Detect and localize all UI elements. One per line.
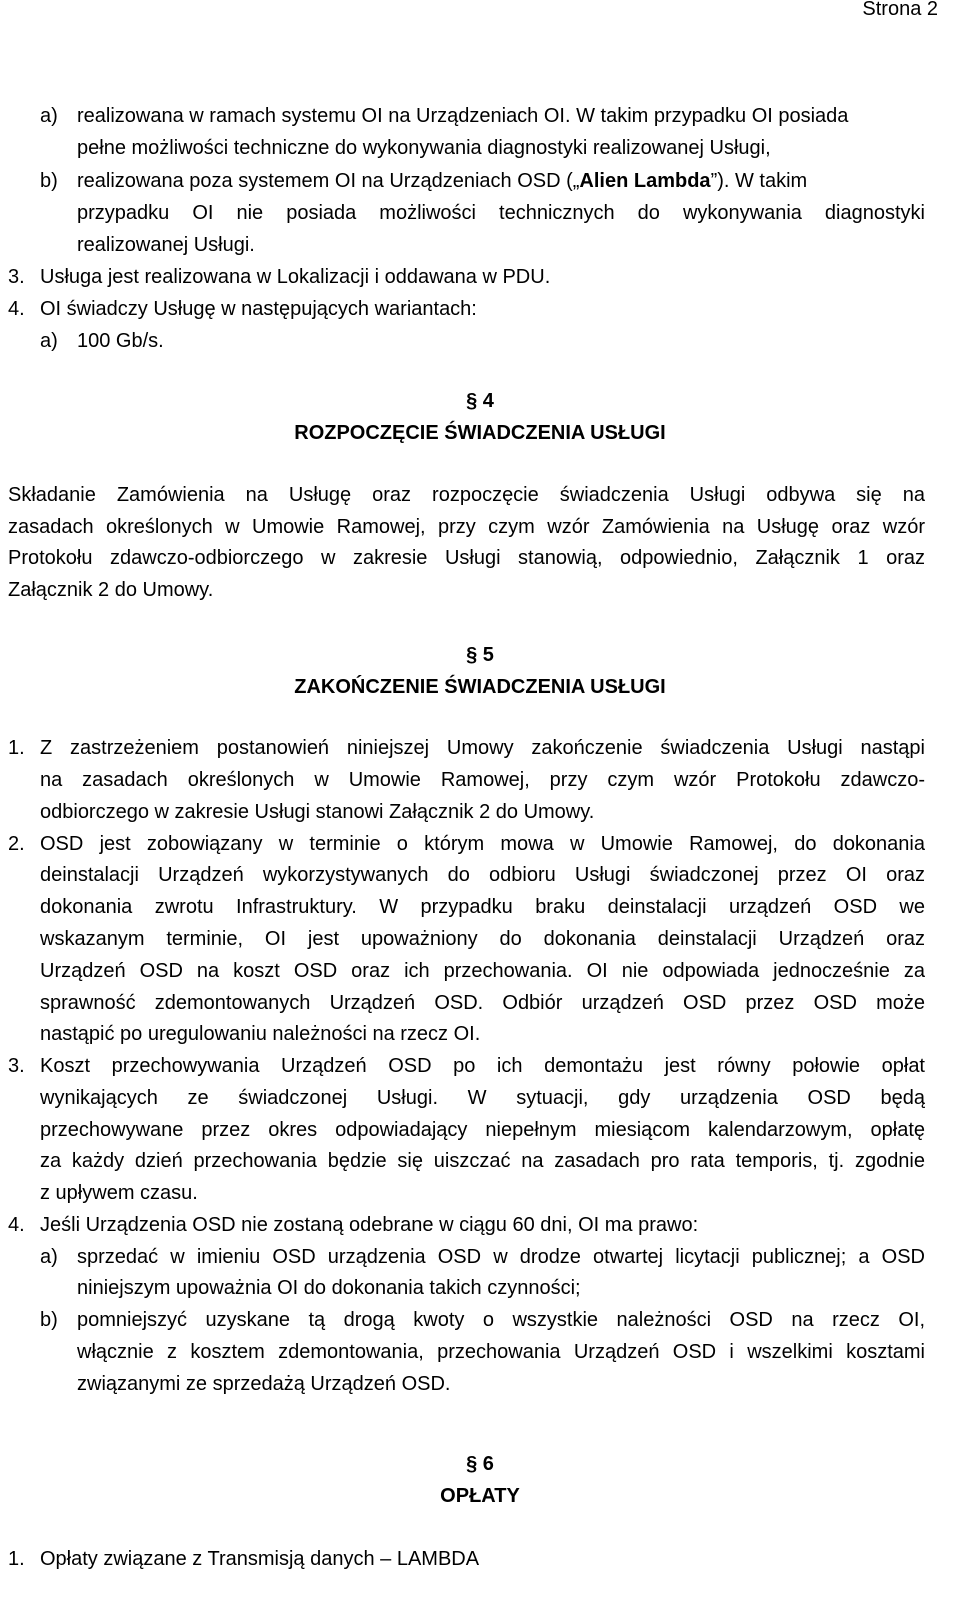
list-item-text: pełne możliwości techniczne do wykonywania diagnostyki realizowanej Usługi,	[77, 137, 771, 159]
section-symbol: § 4	[466, 390, 494, 412]
list-item-text: niniejszym upoważnia OI do dokonania takich czynności;	[77, 1277, 581, 1299]
list-item-text: pomniejszyć uzyskane tą drogą kwoty o wszystkie należności OSD na rzecz OI,	[77, 1309, 925, 1331]
section-symbol: § 6	[466, 1453, 494, 1475]
section-symbol: § 5	[466, 644, 494, 666]
bold-term: Alien Lambda	[579, 170, 711, 192]
list-item-text: wskazanym terminie, OI jest upoważniony do dokonania deinstalacji Urządzeń oraz	[40, 928, 925, 950]
list-item-text: Urządzeń OSD na koszt OSD oraz ich przechowania. OI nie odpowiada jednocześnie za	[40, 960, 925, 982]
list-item-text: odbiorczego w zakresie Usługi stanowi Załącznik 2 do Umowy.	[40, 801, 595, 823]
list-marker: 3.	[8, 266, 25, 288]
list-marker: 2.	[8, 833, 25, 855]
paragraph-line: Protokołu zdawczo-odbiorczego w zakresie Usługi stanowią, odpowiednio, Załącznik 1 oraz	[8, 547, 925, 569]
list-item-text: Jeśli Urządzenia OSD nie zostaną odebrane w ciągu 60 dni, OI ma prawo:	[40, 1214, 699, 1236]
list-marker: 1.	[8, 1548, 25, 1570]
list-item-text: OSD jest zobowiązany w terminie o którym mowa w Umowie Ramowej, do dokonania	[40, 833, 925, 855]
list-marker: a)	[40, 105, 58, 127]
list-marker: 1.	[8, 737, 25, 759]
list-item-text: z upływem czasu.	[40, 1182, 198, 1204]
section-title: OPŁATY	[440, 1485, 520, 1507]
list-item-text: sprzedać w imieniu OSD urządzenia OSD w drodze otwartej licytacji publicznej; a OSD	[77, 1246, 925, 1268]
page-number: Strona 2	[862, 0, 938, 20]
list-marker: 4.	[8, 1214, 25, 1236]
list-item-text: realizowana poza systemem OI na Urządzeniach OSD („Alien Lambda”). W takim	[77, 170, 808, 192]
paragraph-line: Załącznik 2 do Umowy.	[8, 579, 214, 601]
list-marker: a)	[40, 330, 58, 352]
list-item-text: włącznie z kosztem zdemontowania, przechowania Urządzeń OSD i wszelkimi kosztami	[77, 1341, 925, 1363]
list-marker: 4.	[8, 298, 25, 320]
list-marker: b)	[40, 170, 58, 192]
list-marker: a)	[40, 1246, 58, 1268]
list-item-text: przypadku OI nie posiada możliwości technicznych do wykonywania diagnostyki	[77, 202, 925, 224]
list-item-text: OI świadczy Usługę w następujących wariantach:	[40, 298, 477, 320]
section-title: ROZPOCZĘCIE ŚWIADCZENIA USŁUGI	[294, 422, 666, 444]
list-item-text: Usługa jest realizowana w Lokalizacji i oddawana w PDU.	[40, 266, 551, 288]
list-marker: b)	[40, 1309, 58, 1331]
list-item-text: realizowanej Usługi.	[77, 234, 255, 256]
list-item-text: 100 Gb/s.	[77, 330, 164, 352]
list-item-text: wynikających ze świadczonej Usługi. W sytuacji, gdy urządzenia OSD będą	[40, 1087, 925, 1109]
list-item-text: Koszt przechowywania Urządzeń OSD po ich demontażu jest równy połowie opłat	[40, 1055, 925, 1077]
list-item-text: związanymi ze sprzedażą Urządzeń OSD.	[77, 1373, 451, 1395]
list-marker: 3.	[8, 1055, 25, 1077]
list-item-text: sprawność zdemontowanych Urządzeń OSD. Odbiór urządzeń OSD przez OSD może	[40, 992, 925, 1014]
section-title: ZAKOŃCZENIE ŚWIADCZENIA USŁUGI	[294, 676, 666, 698]
list-item-text: za każdy dzień przechowania będzie się uiszczać na zasadach pro rata temporis, tj. zgodnie	[40, 1150, 925, 1172]
list-item-text: realizowana w ramach systemu OI na Urządzeniach OI. W takim przypadku OI posiada	[77, 105, 849, 127]
list-item-text: Z zastrzeżeniem postanowień niniejszej Umowy zakończenie świadczenia Usługi nastąpi	[40, 737, 925, 759]
paragraph-line: zasadach określonych w Umowie Ramowej, przy czym wzór Zamówienia na Usługę oraz wzór	[8, 516, 925, 538]
list-item-text: Opłaty związane z Transmisją danych – LAMBDA	[40, 1548, 480, 1570]
list-item-text: na zasadach określonych w Umowie Ramowej, przy czym wzór Protokołu zdawczo-	[40, 769, 925, 791]
list-item-text: deinstalacji Urządzeń wykorzystywanych do odbioru Usługi świadczonej przez OI oraz	[40, 864, 925, 886]
list-item-text: przechowywane przez okres odpowiadający niepełnym miesiącom kalendarzowym, opłatę	[40, 1119, 925, 1141]
list-item-text: nastąpić po uregulowaniu należności na rzecz OI.	[40, 1023, 481, 1045]
paragraph-line: Składanie Zamówienia na Usługę oraz rozpoczęcie świadczenia Usługi odbywa się na	[8, 484, 925, 506]
list-item-text: dokonania zwrotu Infrastruktury. W przypadku braku deinstalacji urządzeń OSD we	[40, 896, 925, 918]
